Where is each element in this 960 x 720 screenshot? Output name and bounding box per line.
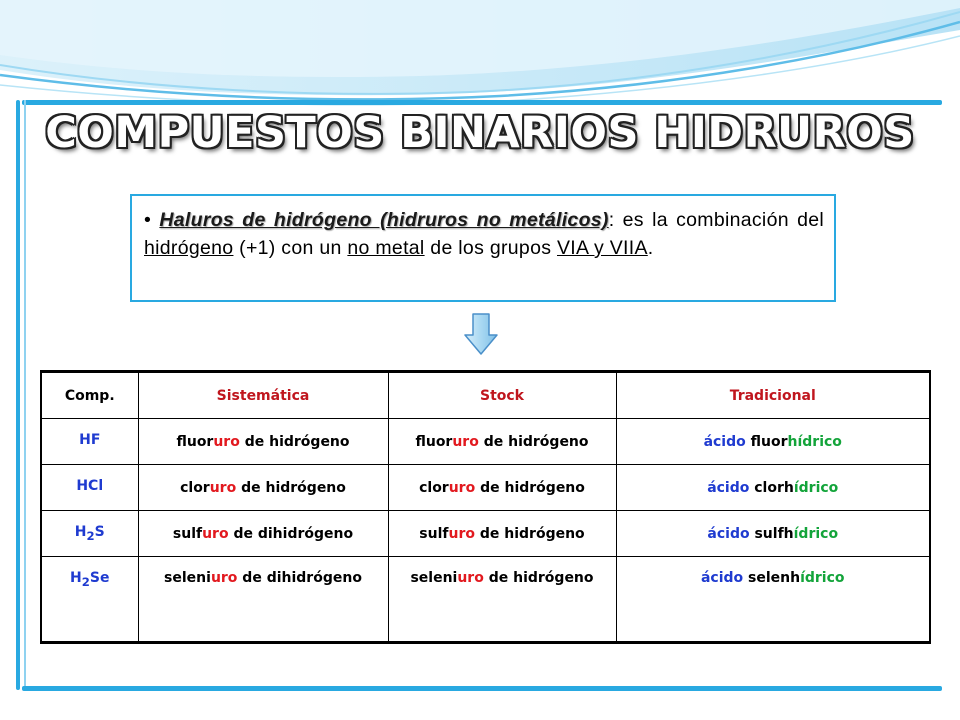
acido-word: ácido bbox=[700, 570, 744, 586]
name-suffix: uro bbox=[209, 479, 237, 496]
name-rest: de hidrógeno bbox=[475, 525, 585, 542]
name-root: fluor bbox=[176, 433, 214, 450]
tradicional-cell bbox=[616, 557, 930, 643]
name-rest: de hidrógeno bbox=[236, 479, 346, 496]
formula-cell bbox=[41, 557, 138, 643]
name-root: sulfh bbox=[749, 525, 794, 542]
name-rest: de dihidrógeno bbox=[228, 525, 354, 542]
name-root: clorh bbox=[749, 479, 794, 496]
hydrides-table bbox=[40, 370, 931, 644]
formula-subscript: 2 bbox=[86, 528, 95, 543]
down-arrow-icon bbox=[464, 313, 498, 355]
definition-term: Haluros de hidrógeno (hidruros no metálicos) bbox=[159, 209, 609, 231]
acido-word: ácido bbox=[707, 525, 750, 542]
name-rest: de hidrógeno bbox=[475, 479, 585, 496]
header-sistematica: Sistemática bbox=[138, 372, 388, 419]
sistematica-cell bbox=[138, 557, 388, 643]
formula-cell bbox=[41, 511, 138, 557]
name-root: selenh bbox=[743, 570, 801, 586]
formula-cell bbox=[41, 465, 138, 511]
name-rest: de hidrógeno bbox=[483, 570, 594, 586]
definition-nonmetal: no metal bbox=[347, 237, 425, 259]
name-rest: de dihidrógeno bbox=[237, 570, 362, 586]
formula-a: HCl bbox=[76, 478, 104, 495]
sistematica-cell bbox=[138, 465, 388, 511]
name-root: sulf bbox=[172, 525, 203, 542]
table-row bbox=[41, 419, 930, 465]
name-root: sulf bbox=[419, 525, 449, 542]
bullet: • bbox=[144, 209, 152, 231]
frame-left-inner-border bbox=[24, 100, 26, 690]
definition-groups: VIA y VIIA bbox=[557, 237, 648, 259]
name-suffix: ídrico bbox=[793, 525, 839, 542]
name-root: fluor bbox=[745, 433, 788, 450]
tradicional-cell bbox=[616, 511, 930, 557]
definition-text-1: : es la combinación del bbox=[608, 209, 824, 231]
page-title: COMPUESTOS BINARIOS HIDRUROS bbox=[45, 108, 915, 158]
stock-cell bbox=[388, 557, 616, 643]
name-suffix: ídrico bbox=[800, 570, 845, 586]
definition-hydrogen: hidrógeno bbox=[144, 237, 234, 259]
tradicional-cell bbox=[616, 419, 930, 465]
formula-cell bbox=[41, 419, 138, 465]
name-suffix: uro bbox=[457, 570, 484, 586]
name-suffix: uro bbox=[452, 433, 479, 450]
definition-box bbox=[130, 194, 836, 302]
wave-decoration bbox=[0, 0, 960, 110]
formula-subscript: 2 bbox=[81, 574, 90, 589]
name-root: clor bbox=[419, 479, 449, 496]
stock-cell bbox=[388, 419, 616, 465]
name-suffix: hídrico bbox=[787, 433, 842, 450]
name-root: fluor bbox=[415, 433, 453, 450]
header-tradicional: Tradicional bbox=[616, 372, 930, 419]
stock-cell bbox=[388, 511, 616, 557]
formula-a: H bbox=[74, 524, 87, 541]
name-suffix: uro bbox=[448, 525, 475, 542]
acido-word: ácido bbox=[707, 479, 750, 496]
name-suffix: uro bbox=[202, 525, 229, 542]
formula-a: HF bbox=[79, 432, 101, 449]
name-root: seleni bbox=[164, 570, 211, 586]
tradicional-cell bbox=[616, 465, 930, 511]
table-row bbox=[41, 465, 930, 511]
name-rest: de hidrógeno bbox=[478, 433, 589, 450]
name-root: seleni bbox=[410, 570, 458, 586]
table-row bbox=[41, 557, 930, 643]
header-comp: Comp. bbox=[41, 372, 138, 419]
frame-top-border bbox=[22, 100, 942, 105]
formula-b: Se bbox=[89, 570, 110, 586]
definition-text-4: . bbox=[647, 237, 654, 259]
name-root: clor bbox=[180, 479, 210, 496]
frame-bottom-border bbox=[22, 686, 942, 691]
name-suffix: ídrico bbox=[793, 479, 839, 496]
sistematica-cell bbox=[138, 511, 388, 557]
formula-a: H bbox=[70, 570, 82, 586]
table-header-row bbox=[41, 372, 930, 419]
sistematica-cell bbox=[138, 419, 388, 465]
name-suffix: uro bbox=[210, 570, 238, 586]
header-stock: Stock bbox=[388, 372, 616, 419]
definition-text-2: (+1) con un bbox=[233, 237, 348, 259]
stock-cell bbox=[388, 465, 616, 511]
frame-left-border bbox=[16, 100, 20, 690]
table-row bbox=[41, 511, 930, 557]
definition-text-3: de los grupos bbox=[424, 237, 557, 259]
acido-word: ácido bbox=[703, 433, 746, 450]
formula-b: S bbox=[94, 524, 105, 541]
name-rest: de hidrógeno bbox=[239, 433, 350, 450]
name-suffix: uro bbox=[448, 479, 476, 496]
name-suffix: uro bbox=[213, 433, 240, 450]
